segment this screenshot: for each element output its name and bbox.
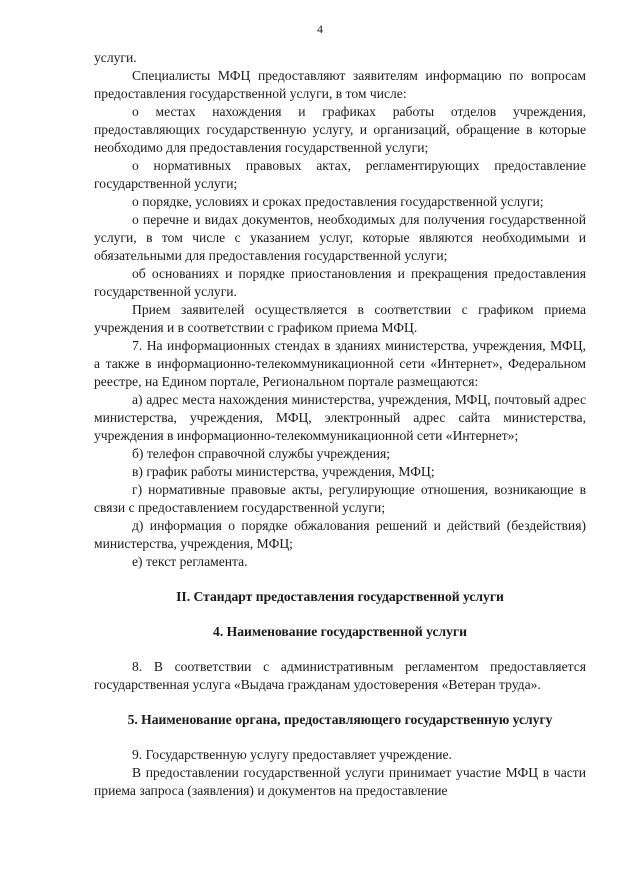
subsection-heading: 4. Наименование государственной услуги	[213, 624, 467, 639]
list-item: о местах нахождения и графиках работы отделов учреждения, предоставляющих государственную услугу, и организаций, обращение в которые необходимо для предоставления государственной услуги;	[94, 104, 586, 155]
subsection-heading: 5. Наименование органа, предоставляющего государственную услугу	[127, 712, 553, 727]
list-item: г) нормативные правовые акты, регулирующие отношения, возникающие в связи с предоставлением государственной услуги;	[94, 482, 586, 515]
paragraph: услуги.	[94, 50, 137, 65]
document-body	[94, 49, 586, 800]
paragraph: 9. Государственную услугу предоставляет учреждение.	[132, 747, 452, 762]
list-item: о перечне и видах документов, необходимых для получения государственной услуги, в том числе с указанием услуг, которые являются необходимыми и обязательными для предоставления государственной услуги;	[94, 212, 586, 263]
list-item: е) текст регламента.	[132, 554, 248, 569]
list-item: о порядке, условиях и сроках предоставления государственной услуги;	[132, 194, 544, 209]
paragraph: Прием заявителей осуществляется в соответствии с графиком приема учреждения и в соответствии с графиком приема МФЦ.	[94, 302, 586, 335]
paragraph: 7. На информационных стендах в зданиях министерства, учреждения, МФЦ, а также в информационно-телекоммуникационной сети «Интернет», Федеральном реестре, на Едином портале, Региональном портале размещаются:	[94, 338, 586, 389]
list-item: а) адрес места нахождения министерства, учреждения, МФЦ, почтовый адрес министерства, учреждения, МФЦ, электронный адрес сайта министерства, учреждения в информационно-телекоммуникационной сети «Интернет»;	[94, 392, 586, 443]
paragraph: Специалисты МФЦ предоставляют заявителям информацию по вопросам предоставления государственной услуги, в том числе:	[94, 68, 586, 101]
page-number: 4	[317, 22, 323, 36]
list-item: о нормативных правовых актах, регламентирующих предоставление государственной услуги;	[94, 158, 586, 191]
list-item: об основаниях и порядке приостановления и прекращения предоставления государственной услуги.	[94, 266, 586, 299]
paragraph: 8. В соответствии с административным регламентом предоставляется государственная услуга «Выдача гражданам удостоверения «Ветеран труда».	[94, 659, 586, 692]
list-item: д) информация о порядке обжалования решений и действий (бездействия) министерства, учреждения, МФЦ;	[94, 518, 586, 551]
section-heading: II. Стандарт предоставления государственной услуги	[176, 589, 504, 604]
list-item: в) график работы министерства, учреждения, МФЦ;	[132, 464, 435, 479]
list-item: б) телефон справочной службы учреждения;	[132, 446, 391, 461]
paragraph: В предоставлении государственной услуги принимает участие МФЦ в части приема запроса (заявления) и документов на предоставление	[94, 765, 586, 798]
